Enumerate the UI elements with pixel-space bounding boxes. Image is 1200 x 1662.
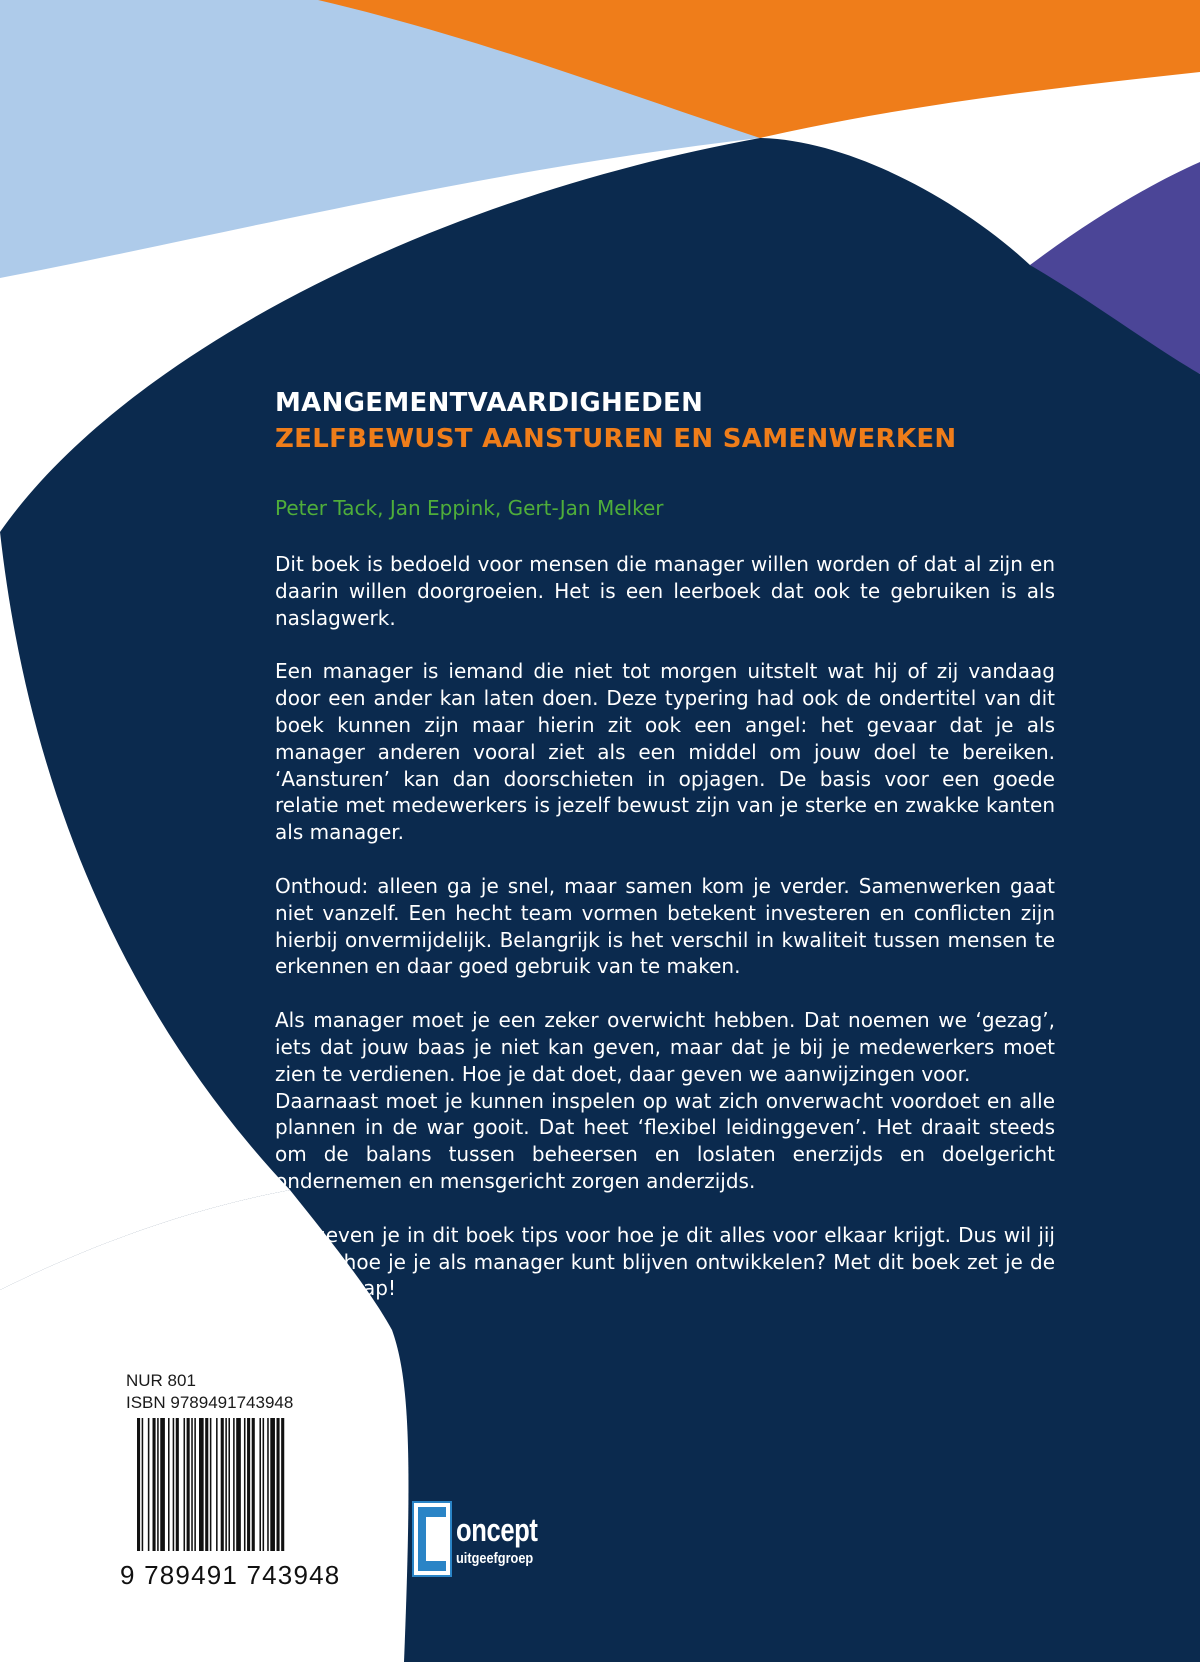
- publisher-name: oncept: [456, 1512, 538, 1548]
- blurb-paragraph: Daarnaast moet je kunnen inspelen op wat zich onverwacht voordoet en alle plannen in de war gooit. Dat heet ‘flexibel leidinggeven’. Het draait steeds om de balans tussen beheersen en loslaten enerzijds en doelgericht ondernemen en mensgericht zorgen anderzijds.: [275, 1088, 1055, 1193]
- barcode-digits: 9 789491 743948: [120, 1560, 341, 1590]
- book-title: MANGEMENTVAARDIGHEDEN: [275, 388, 704, 418]
- publisher-logo: [412, 1501, 562, 1579]
- blurb-paragraph: Een manager is iemand die niet tot morgen uitstelt wat hij of zij vandaag door een ander kan laten doen. Deze typering had ook de ondertitel van dit boek kunnen zijn maar hierin zit ook een angel: het gevaar dat je als manager anderen vooral ziet als een middel om jouw doel te bereiken. ‘Aansturen’ kan dan doorschieten in opjagen. De basis voor een goede relatie met medewerkers is jezelf bewust zijn van je sterke en zwakke kanten als manager.: [275, 659, 1055, 845]
- blurb-paragraph: We geven je in dit boek tips voor hoe je dit alles voor elkaar krijgt. Dus wil jij weten hoe je je als manager kunt blijven ontwikkelen? Met dit boek zet je de eerste stap!: [275, 1222, 1055, 1301]
- book-authors: Peter Tack, Jan Eppink, Gert-Jan Melker: [275, 496, 664, 520]
- blurb-paragraph: Dit boek is bedoeld voor mensen die manager willen worden of dat al zijn en daarin willen doorgroeien. Het is een leerboek dat ook te gebruiken is als naslagwerk.: [275, 552, 1055, 630]
- blurb-paragraph: Onthoud: alleen ga je snel, maar samen kom je verder. Samenwerken gaat niet vanzelf. Een hecht team vormen betekent investeren en conflicten zijn hierbij onvermijdelijk. Belangrijk is het verschil in kwaliteit tussen mensen te erkennen en daar goed gebruik van te maken.: [275, 873, 1055, 979]
- publisher-subtitle: uitgeefgroep: [456, 1550, 534, 1567]
- nur-code: NUR 801: [126, 1371, 196, 1390]
- logo-c-mark: [412, 1501, 452, 1577]
- barcode: [137, 1418, 333, 1551]
- blurb-paragraph: Als manager moet je een zeker overwicht hebben. Dat noemen we ‘gezag’, iets dat jouw baas je niet kan geven, maar dat je bij je medewerkers moet zien te verdienen. Hoe je dat doet, daar geven we aanwijzingen voor.: [275, 1008, 1055, 1086]
- book-subtitle: ZELFBEWUST AANSTUREN EN SAMENWERKEN: [275, 424, 957, 454]
- isbn-number: ISBN 9789491743948: [126, 1393, 294, 1412]
- cover-text-block: [275, 385, 1055, 1329]
